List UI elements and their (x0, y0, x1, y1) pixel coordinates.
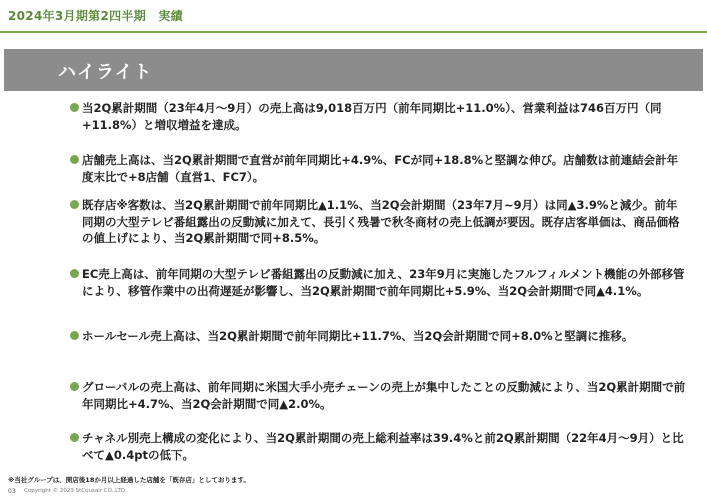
page-header-title: 2024年3月期第2四半期 実績 (8, 9, 183, 23)
page-number: 03 (8, 488, 16, 495)
section-banner (4, 49, 703, 91)
highlight-text: グローバルの売上高は、前年同期に米国大手小売チェーンの売上が集中したことの反動減により、当2Q累計期間で前年同期比+4.7%、当2Q会計期間で同▲2.0%。 (82, 380, 686, 411)
highlight-text: ホールセール売上高は、当2Q累計期間で前年同期比+11.7%、当2Q会計期間で同+8.0%と堅調に推移。 (82, 329, 634, 343)
highlight-text: チャネル別売上構成の変化により、当2Q累計期間の売上総利益率は39.4%と前2Q累計期間（22年4月〜9月）と比べて▲0.4ptの低下。 (82, 431, 684, 462)
bullet-dot-icon (70, 269, 79, 278)
highlight-text: EC売上高は、前年同期の大型テレビ番組露出の反動減に加え、23年9月に実施したフルフィルメント機能の外部移管により、移管作業中の出荷遅延が影響し、当2Q累計期間で前年同期比+5.9%、当2Q会計期間で同▲4.1%。 (82, 267, 685, 298)
highlight-text: 店舗売上高は、当2Q累計期間で直営が前年同期比+4.9%、FCが同+18.8%と堅調な伸び。店舗数は前連結会計年度末比で+8店舗（直営1、FC7）。 (82, 153, 679, 184)
highlight-text: 既存店※客数は、当2Q累計期間で前年同期比▲1.1%、当2Q会計期間（23年7月~9月）は同▲3.9%と減少。前年同期の大型テレビ番組露出の反動減に加えて、長引く残暑で秋冬商材の売上低調が要因。既存店客単価は、商品価格の値上げにより、当2Q累計期間で同+8.5%。 (82, 198, 680, 245)
header-divider (0, 31, 707, 33)
copyright-text: Copyright © 2023 StCousair CO.,LTD. (24, 488, 127, 494)
bullet-dot-icon (70, 433, 79, 442)
bullet-dot-icon (70, 382, 79, 391)
bullet-dot-icon (70, 200, 79, 209)
bullet-dot-icon (70, 155, 79, 164)
bullet-dot-icon (70, 103, 79, 112)
bullet-dot-icon (70, 331, 79, 340)
highlight-text: 当2Q累計期間（23年4月〜9月）の売上高は9,018百万円（前年同期比+11.0%）、営業利益は746百万円（同+11.8%）と増収増益を達成。 (82, 101, 662, 132)
section-title: ハイライト (58, 62, 153, 83)
footnote: ※当社グループは、開店後18か月以上経過した店舗を「既存店」としております。 (8, 476, 250, 484)
